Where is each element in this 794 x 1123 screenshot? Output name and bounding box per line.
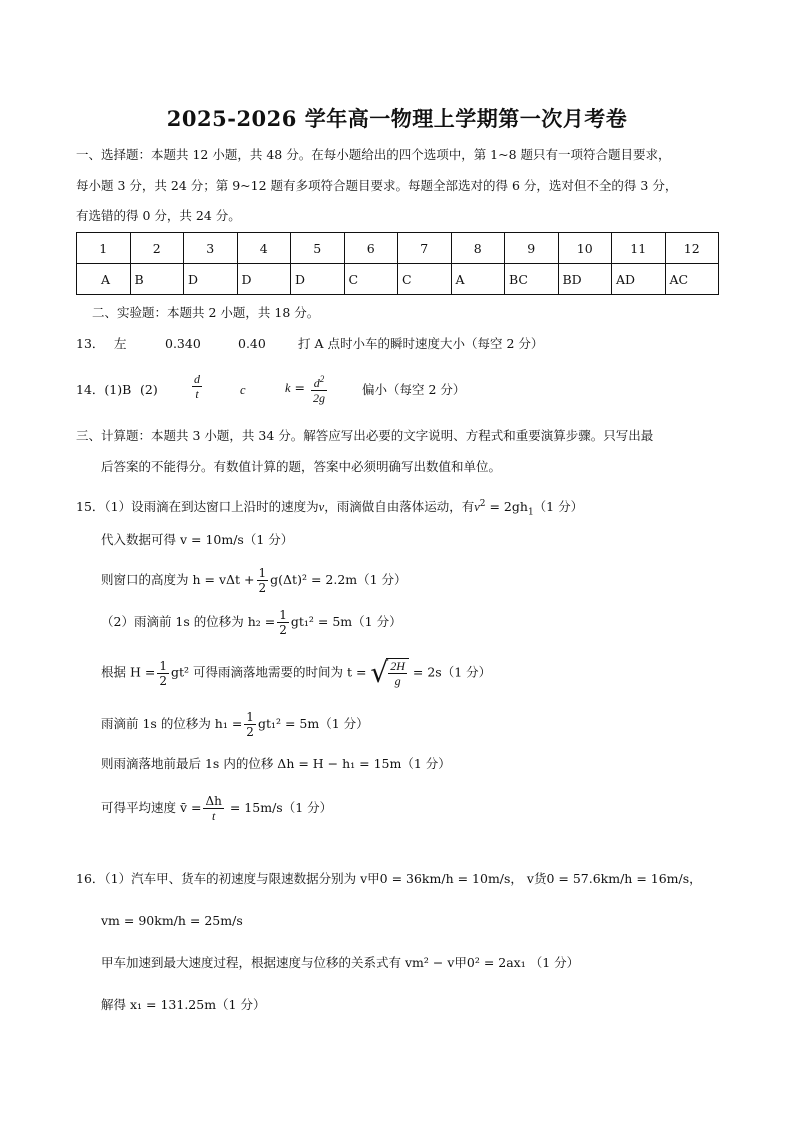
answer-cell: C [344,264,398,295]
q15-line1: 15．（1）设雨滴在到达窗口上沿时的速度为v，雨滴做自由落体运动，有$v^2 = 2gh_1(1$ 分） [76,499,584,518]
q14-k-den: 2g [312,391,325,405]
q16-line3: 甲车加速到最大速度过程，根据速度与位移的关系式有 vm² − v甲0² = 2ax₁ （1 分） [101,955,580,970]
q13-answer-2: 0.340 [165,336,201,351]
q15-line3: 则窗口的高度为 h = vΔt + $\frac{1}{2}$ g(Δt)² = 2.2m（1 分） [101,566,407,595]
question-number-cell: 12 [665,233,719,264]
section3-line1: 三、计算题：本题共 3 小题，共 34 分。解答应写出必要的文字说明、方程式和重要演算步骤。只写出最 [76,428,654,443]
q16-line1: 16．（1）汽车甲、货车的初速度与限速数据分别为 v甲0 = 36km/h = 10m/s， v货0 = 57.6km/h = 16m/s， [76,871,702,886]
q14-tail: 偏小（每空 2 分） [362,382,466,397]
answer-table-answer-row [77,264,719,295]
q14-k-formula: k = $\frac{d^2}{2g}$ [285,374,325,405]
question-number-cell: 7 [398,233,452,264]
answer-cell: A [451,264,505,295]
section2-heading: 二、实验题：本题共 2 小题，共 18 分。 [92,305,320,320]
q13-answer-1: 左 [114,336,127,351]
q15-line8: 可得平均速度 v̄ = $\frac{\Delta h}{t}$ = 15m/s（1 分） [101,794,333,823]
q14-k-num: $d^2$ [311,372,327,391]
sqrt-symbol: √ $\frac{2H}{g}$ [370,658,409,688]
answer-cell: AC [665,264,719,295]
question-number-cell: 9 [505,233,559,264]
question-number-cell: 4 [237,233,291,264]
q15-line5: 根据 H = $\frac{1}{2}$ gt² 可得雨滴落地需要的时间为 t = √ $\frac{2H}{g}$ = 2s（1 分） [101,656,492,689]
answer-cell: D [184,264,238,295]
q14-fraction [190,372,204,401]
section1-line2: 每小题 3 分，共 24 分；第 9~12 题有多项符合题目要求。每题全部选对的得 6 分，选对但不全的得 3 分， [76,178,678,193]
q14-frac-den: t [195,387,199,401]
answer-cell: BC [505,264,559,295]
answer-table [76,232,719,295]
q14-k: k [285,381,291,395]
answer-table-header-row [77,233,719,264]
question-number-cell: 3 [184,233,238,264]
question-number-cell: 5 [291,233,345,264]
answer-cell: BD [558,264,612,295]
q14-part2: (2) [140,382,158,397]
q15-line7: 则雨滴落地前最后 1s 内的位移 Δh = H − h₁ = 15m（1 分） [101,756,451,771]
section1-line3: 有选错的得 0 分，共 24 分。 [76,208,241,223]
q13-answer-4: 打 A 点时小车的瞬时速度大小（每空 2 分） [298,336,544,351]
question-number-cell: 11 [612,233,666,264]
q13-answer-3: 0.40 [238,336,266,351]
q15-line6: 雨滴前 1s 的位移为 h₁ = $\frac{1}{2}$ gt₁² = 5m（1 分） [101,710,369,739]
q16-line2: vm = 90km/h = 25m/s [101,913,243,928]
section3-line2: 后答案的不能得分。有数值计算的题，答案中必须明确写出数值和单位。 [101,459,502,474]
q15-line2: 代入数据可得 v = 10m/s（1 分） [101,532,294,547]
answer-cell: D [291,264,345,295]
question-number-cell: 8 [451,233,505,264]
q15-line4: （2）雨滴前 1s 的位移为 h₂ = $\frac{1}{2}$ gt₁² = 5m（1 分） [101,608,402,637]
answer-cell: B [130,264,184,295]
q16-line4: 解得 x₁ = 131.25m（1 分） [101,997,266,1012]
answer-cell: C [398,264,452,295]
question-number-cell: 1 [77,233,131,264]
answer-cell: AD [612,264,666,295]
answer-cell: A [77,264,131,295]
q14-c: c [240,383,246,397]
page-title: 2025-2026 学年高一物理上学期第一次月考卷 [166,106,628,131]
q14-number: 14．(1)B [76,382,132,397]
answer-cell: D [237,264,291,295]
section1-line1: 一、选择题：本题共 12 小题，共 48 分。在每小题给出的四个选项中，第 1~8 题只有一项符合题目要求， [76,147,671,162]
q13-number: 13． [76,336,105,351]
question-number-cell: 10 [558,233,612,264]
question-number-cell: 6 [344,233,398,264]
question-number-cell: 2 [130,233,184,264]
q14-frac-num: d [194,372,200,386]
